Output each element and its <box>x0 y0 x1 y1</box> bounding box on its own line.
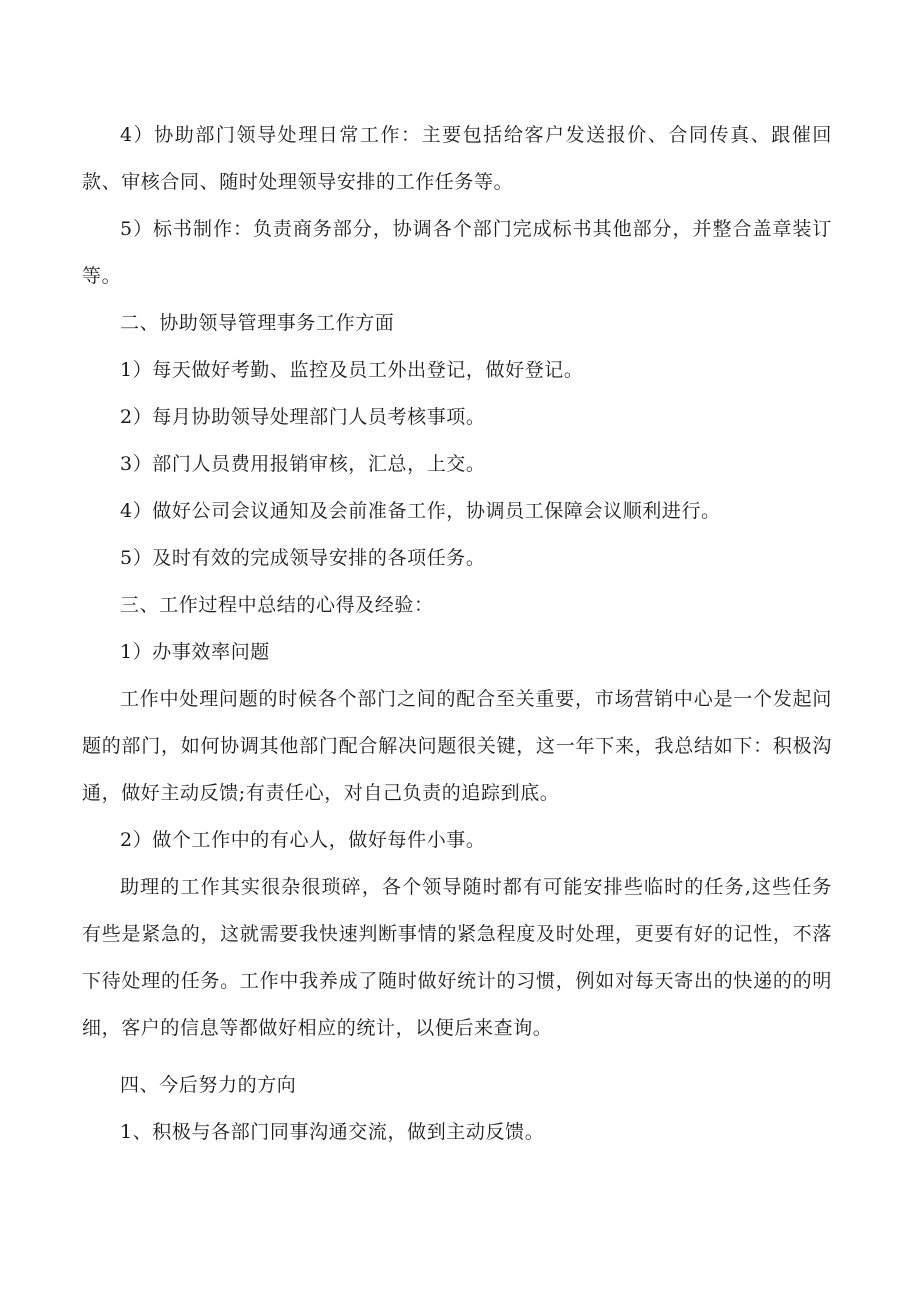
paragraph-cooperation: 工作中处理问题的时候各个部门之间的配合至关重要，市场营销中心是一个发起问题的部门，如何协调其他部门配合解决问题很关键，这一年下来，我总结如下：积极沟通，做好主动反馈;有责任心，对自己负责的追踪到底。 <box>82 688 832 804</box>
paragraph-communication: 1、积极与各部门同事沟通交流，做到主动反馈。 <box>120 1121 545 1143</box>
paragraph-assist-daily-work: 4）协助部门领导处理日常工作：主要包括给客户发送报价、合同传真、跟催回款、审核合同、随时处理领导安排的工作任务等。 <box>82 124 832 193</box>
paragraph-attendance: 1）每天做好考勤、监控及员工外出登记，做好登记。 <box>120 359 584 381</box>
paragraph-assistant-work: 助理的工作其实很杂很琐碎，各个领导随时都有可能安排些临时的任务,这些任务有些是紧急的，这就需要我快速判断事情的紧急程度及时处理，更要有好的记性，不落下待处理的任务。工作中我养成了随时做好统计的习惯，例如对每天寄出的快递的的明细，客户的信息等都做好相应的统计，以便后来查询。 <box>82 876 832 1039</box>
paragraph-complete-tasks: 5）及时有效的完成领导安排的各项任务。 <box>120 547 486 569</box>
paragraph-meeting-preparation: 4）做好公司会议通知及会前准备工作，协调员工保障会议顺利进行。 <box>120 500 721 522</box>
paragraph-bid-preparation: 5）标书制作：负责商务部分，协调各个部门完成标书其他部分，并整合盖章装订等。 <box>82 218 832 287</box>
section-heading-experience: 三、工作过程中总结的心得及经验： <box>120 594 434 616</box>
section-heading-management-affairs: 二、协助领导管理事务工作方面 <box>120 312 395 334</box>
subheading-efficiency: 1）办事效率问题 <box>120 641 270 663</box>
document-body <box>82 112 832 1156</box>
paragraph-expense-review: 3）部门人员费用报销审核，汇总，上交。 <box>120 453 486 475</box>
paragraph-assessment: 2）每月协助领导处理部门人员考核事项。 <box>120 406 486 428</box>
subheading-attentive-worker: 2）做个工作中的有心人，做好每件小事。 <box>120 829 486 851</box>
section-heading-future-direction: 四、今后努力的方向 <box>120 1074 297 1096</box>
